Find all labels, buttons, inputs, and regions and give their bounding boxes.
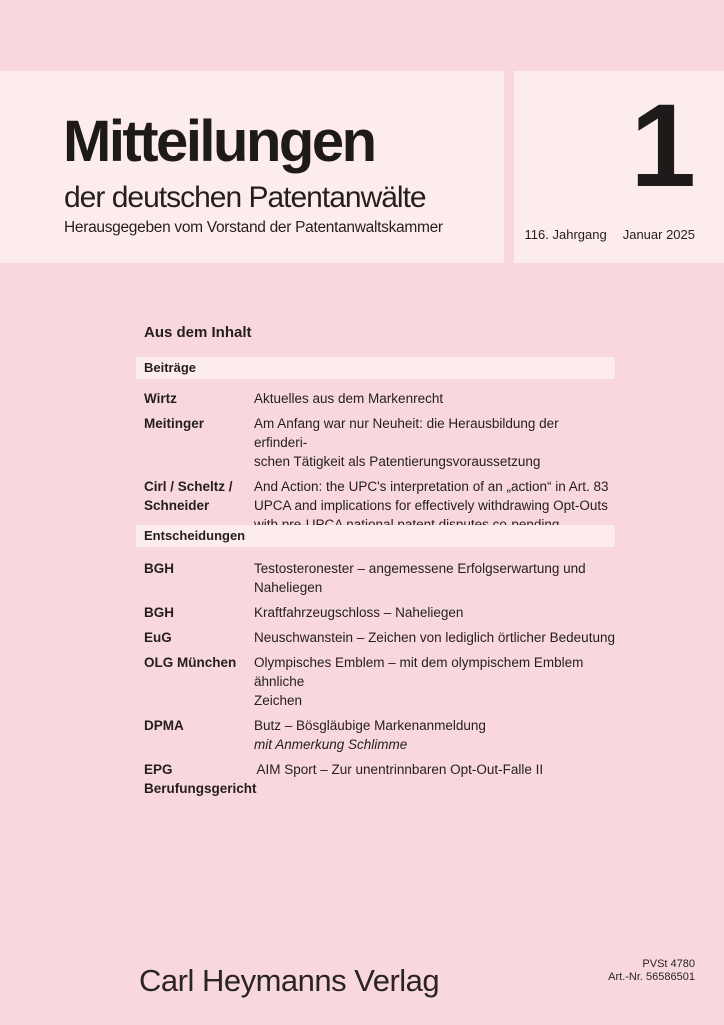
contents-section-entscheidungen (136, 559, 615, 804)
section-header-beitraege (136, 357, 615, 379)
row-title: Olympisches Emblem – mit dem olympischem Emblem ähnliche Zeichen (254, 655, 584, 708)
publisher-line: Herausgegeben vom Vorstand der Patentanwaltskammer (64, 219, 443, 236)
publisher-name: Carl Heymanns Verlag (139, 963, 440, 998)
row-title: And Action: the UPC's interpretation of an „action“ in Art. 83 UPCA and implications for effectively withdrawing Opt-Outs (254, 479, 609, 513)
row-court-label: DPMA (144, 718, 184, 733)
table-row (136, 716, 615, 754)
contents-section-beitraege (136, 389, 615, 540)
row-title: Aktuelles aus dem Markenrecht (254, 391, 444, 406)
masthead-right-panel (514, 71, 724, 263)
row-author-label: Meitinger (144, 416, 205, 431)
row-author-label: Wirtz (144, 391, 177, 406)
row-court-label: EuG (144, 630, 172, 645)
issue-number: 1 (630, 80, 696, 212)
article-number: Art.-Nr. 56586501 (608, 971, 695, 983)
table-row (136, 653, 615, 710)
row-title: Testosteronester – angemessene Erfolgserwartung und Naheliegen (254, 561, 586, 595)
issue-meta (525, 228, 695, 241)
row-title: Neuschwanstein – Zeichen von lediglich örtlicher Bedeutung (254, 630, 615, 645)
volume-label: 116. Jahrgang (524, 227, 607, 242)
issue-date: Januar 2025 (622, 227, 695, 242)
row-court-label: EPG Berufungsgericht (144, 762, 257, 796)
row-court-label: BGH (144, 561, 174, 576)
table-row (136, 389, 615, 408)
footer-meta (608, 958, 695, 984)
row-annotation-note: mit Anmerkung Schlimme (254, 737, 408, 752)
table-row (136, 559, 615, 597)
postal-registration: PVSt 4780 (642, 958, 695, 970)
row-title: Kraftfahrzeugschloss – Naheliegen (254, 605, 464, 620)
table-row (136, 760, 615, 798)
table-row (136, 414, 615, 471)
table-row (136, 628, 615, 647)
contents-heading: Aus dem Inhalt (144, 324, 252, 341)
table-row (136, 603, 615, 622)
section-header-label: Entscheidungen (144, 528, 246, 543)
journal-title: Mitteilungen (63, 109, 375, 174)
row-court-label: OLG München (144, 655, 237, 670)
masthead-left-panel (0, 71, 504, 263)
row-title: Butz – Bösgläubige Markenanmeldung (254, 718, 486, 733)
row-title: Am Anfang war nur Neuheit: die Herausbildung der erfinderi- schen Tätigkeit als Patentierungsvoraussetzung (254, 416, 559, 469)
row-title: AIM Sport – Zur unentrinnbaren Opt-Out-Falle II (256, 762, 544, 777)
journal-subtitle: der deutschen Patentanwälte (64, 181, 426, 214)
section-header-entscheidungen (136, 525, 615, 547)
section-header-label: Beiträge (144, 360, 197, 375)
row-court-label: BGH (144, 605, 174, 620)
row-author-label: Cirl / Scheltz / Schneider (144, 479, 233, 513)
